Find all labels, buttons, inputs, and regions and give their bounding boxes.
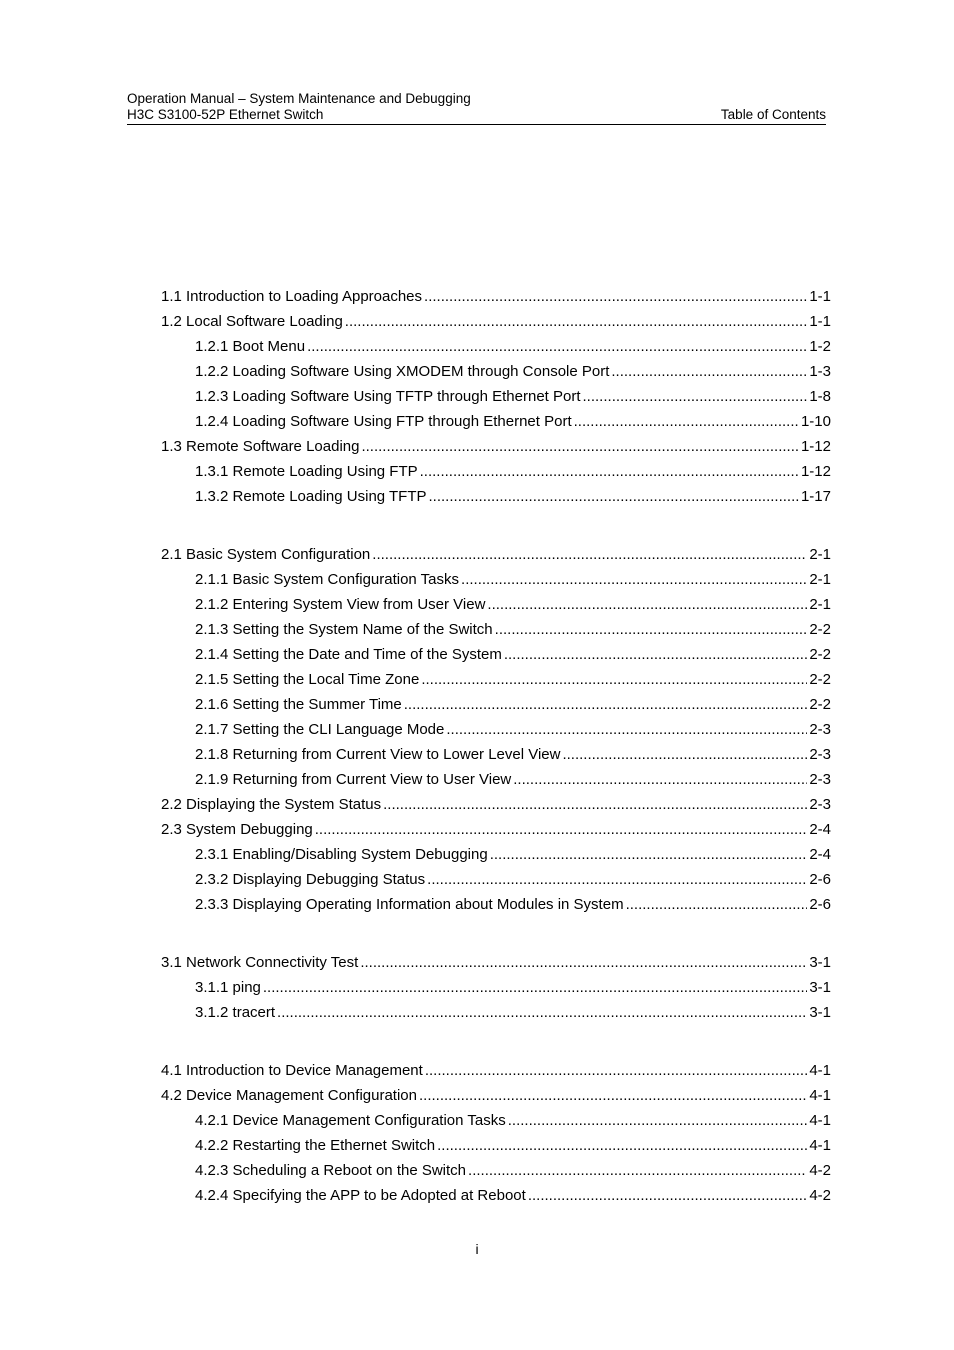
toc-entry[interactable] <box>161 592 831 617</box>
dot-leader <box>490 842 808 867</box>
dot-leader <box>424 284 807 309</box>
toc-entry[interactable] <box>161 692 831 717</box>
dot-leader <box>419 1083 807 1108</box>
section-name: Table of Contents <box>720 107 826 122</box>
toc-entry-title: 2.2 Displaying the System Status <box>161 796 382 813</box>
toc-entry-title: 4.2.4 Specifying the APP to be Adopted at Reboot <box>195 1187 526 1204</box>
toc-entry-title: 2.1.4 Setting the Date and Time of the System <box>195 646 502 663</box>
toc-entry-title: 4.1 Introduction to Device Management <box>161 1062 423 1079</box>
toc-entry-page: 2-1 <box>809 571 831 588</box>
page-number: i <box>475 1241 479 1257</box>
toc-entry-title: 2.1.3 Setting the System Name of the Switch <box>195 621 493 638</box>
toc-entry-title: 2.3.3 Displaying Operating Information about Modules in System <box>195 896 624 913</box>
toc-entry[interactable] <box>161 1133 831 1158</box>
dot-leader <box>583 384 808 409</box>
toc-entry-page: 1-8 <box>809 388 831 405</box>
toc-entry-page: 2-1 <box>809 596 831 613</box>
toc-entry[interactable] <box>161 642 831 667</box>
toc-entry-title: 2.1.1 Basic System Configuration Tasks <box>195 571 460 588</box>
page-header <box>127 91 826 123</box>
dot-leader <box>429 484 799 509</box>
toc-entry[interactable] <box>161 1158 831 1183</box>
toc-entry-title: 2.1.2 Entering System View from User View <box>195 596 486 613</box>
toc-entry[interactable] <box>161 459 831 484</box>
toc-entry[interactable] <box>161 842 831 867</box>
dot-leader <box>487 592 807 617</box>
dot-leader <box>468 1158 807 1183</box>
toc-entry[interactable] <box>161 484 831 509</box>
toc-entry-title: 2.1.6 Setting the Summer Time <box>195 696 402 713</box>
dot-leader <box>360 950 807 975</box>
toc-entry-page: 2-3 <box>809 721 831 738</box>
toc-entry[interactable] <box>161 817 831 842</box>
toc-entry[interactable] <box>161 667 831 692</box>
toc-entry[interactable] <box>161 867 831 892</box>
toc-entry-page: 2-3 <box>809 796 831 813</box>
dot-leader <box>361 434 799 459</box>
toc-entry[interactable] <box>161 567 831 592</box>
product-name: H3C S3100-52P Ethernet Switch <box>127 107 324 122</box>
dot-leader <box>345 309 808 334</box>
toc-entry-title: 1.2 Local Software Loading <box>161 313 343 330</box>
manual-title: Operation Manual – System Maintenance and Debugging <box>127 91 471 106</box>
header-line-1 <box>127 91 826 107</box>
toc-entry[interactable] <box>161 542 831 567</box>
dot-leader <box>307 334 807 359</box>
toc-entry-title: 3.1 Network Connectivity Test <box>161 954 359 971</box>
toc-entry-page: 2-3 <box>809 746 831 763</box>
dot-leader <box>427 867 807 892</box>
toc-entry-title: 2.1.7 Setting the CLI Language Mode <box>195 721 445 738</box>
toc-entry-page: 2-1 <box>809 546 831 563</box>
toc-entry-title: 2.1.8 Returning from Current View to Lower Level View <box>195 746 561 763</box>
dot-leader <box>504 642 807 667</box>
table-of-contents <box>161 284 831 1241</box>
dot-leader <box>574 409 799 434</box>
toc-entry[interactable] <box>161 742 831 767</box>
toc-entry[interactable] <box>161 892 831 917</box>
toc-entry-page: 2-2 <box>809 646 831 663</box>
toc-section <box>161 1058 831 1208</box>
toc-entry-title: 1.3.1 Remote Loading Using FTP <box>195 463 418 480</box>
toc-entry-title: 2.1.5 Setting the Local Time Zone <box>195 671 420 688</box>
toc-entry[interactable] <box>161 1183 831 1208</box>
toc-entry[interactable] <box>161 409 831 434</box>
toc-entry[interactable] <box>161 792 831 817</box>
toc-entry[interactable] <box>161 284 831 309</box>
toc-entry-page: 2-4 <box>809 821 831 838</box>
toc-entry-title: 2.3.2 Displaying Debugging Status <box>195 871 426 888</box>
toc-entry-page: 1-10 <box>800 413 831 430</box>
toc-entry-title: 2.1.9 Returning from Current View to User View <box>195 771 512 788</box>
toc-entry[interactable] <box>161 1058 831 1083</box>
toc-entry-page: 3-1 <box>809 1004 831 1021</box>
toc-entry-page: 2-3 <box>809 771 831 788</box>
dot-leader <box>528 1183 808 1208</box>
dot-leader <box>495 617 808 642</box>
toc-entry-page: 1-17 <box>800 488 831 505</box>
toc-entry-page: 1-12 <box>800 463 831 480</box>
toc-entry-title: 1.2.2 Loading Software Using XMODEM through Console Port <box>195 363 610 380</box>
dot-leader <box>562 742 807 767</box>
dot-leader <box>277 1000 807 1025</box>
toc-entry-page: 1-2 <box>809 338 831 355</box>
toc-entry-title: 1.3.2 Remote Loading Using TFTP <box>195 488 427 505</box>
toc-entry-page: 1-1 <box>809 288 831 305</box>
dot-leader <box>446 717 807 742</box>
toc-entry-page: 2-2 <box>809 696 831 713</box>
toc-entry-title: 1.2.4 Loading Software Using FTP through Ethernet Port <box>195 413 572 430</box>
toc-section <box>161 542 831 917</box>
toc-entry[interactable] <box>161 767 831 792</box>
toc-entry-page: 4-1 <box>809 1137 831 1154</box>
dot-leader <box>508 1108 808 1133</box>
toc-entry[interactable] <box>161 717 831 742</box>
toc-entry-title: 3.1.2 tracert <box>195 1004 276 1021</box>
toc-section <box>161 284 831 509</box>
dot-leader <box>263 975 807 1000</box>
dot-leader <box>315 817 808 842</box>
toc-entry[interactable] <box>161 334 831 359</box>
toc-entry-page: 3-1 <box>809 954 831 971</box>
toc-entry-page: 4-1 <box>809 1112 831 1129</box>
toc-entry-page: 4-2 <box>809 1162 831 1179</box>
toc-entry-title: 2.1 Basic System Configuration <box>161 546 371 563</box>
dot-leader <box>421 667 807 692</box>
dot-leader <box>437 1133 807 1158</box>
toc-entry[interactable] <box>161 950 831 975</box>
toc-entry-title: 2.3.1 Enabling/Disabling System Debugging <box>195 846 488 863</box>
toc-entry[interactable] <box>161 1108 831 1133</box>
toc-entry-page: 4-1 <box>809 1062 831 1079</box>
toc-entry-title: 3.1.1 ping <box>195 979 261 996</box>
toc-entry-page: 2-6 <box>809 871 831 888</box>
toc-entry-title: 1.3 Remote Software Loading <box>161 438 360 455</box>
toc-entry[interactable] <box>161 384 831 409</box>
toc-entry[interactable] <box>161 434 831 459</box>
toc-entry-title: 1.2.1 Boot Menu <box>195 338 306 355</box>
toc-entry-title: 2.3 System Debugging <box>161 821 313 838</box>
dot-leader <box>611 359 807 384</box>
toc-entry-page: 2-4 <box>809 846 831 863</box>
toc-section <box>161 950 831 1025</box>
header-rule <box>127 124 826 125</box>
toc-entry-title: 1.2.3 Loading Software Using TFTP through Ethernet Port <box>195 388 581 405</box>
toc-entry[interactable] <box>161 309 831 334</box>
toc-entry[interactable] <box>161 1000 831 1025</box>
toc-entry-title: 4.2 Device Management Configuration <box>161 1087 417 1104</box>
dot-leader <box>404 692 808 717</box>
toc-entry[interactable] <box>161 359 831 384</box>
toc-entry-page: 1-12 <box>800 438 831 455</box>
toc-entry[interactable] <box>161 617 831 642</box>
toc-entry-page: 2-2 <box>809 671 831 688</box>
dot-leader <box>383 792 807 817</box>
toc-entry-page: 2-2 <box>809 621 831 638</box>
toc-entry-page: 1-1 <box>809 313 831 330</box>
toc-entry-page: 3-1 <box>809 979 831 996</box>
dot-leader <box>425 1058 807 1083</box>
dot-leader <box>626 892 808 917</box>
toc-entry[interactable] <box>161 975 831 1000</box>
dot-leader <box>372 542 807 567</box>
toc-entry-title: 4.2.1 Device Management Configuration Tasks <box>195 1112 506 1129</box>
toc-entry-page: 2-6 <box>809 896 831 913</box>
header-line-2 <box>127 107 826 123</box>
dot-leader <box>461 567 807 592</box>
toc-entry-page: 4-2 <box>809 1187 831 1204</box>
toc-entry-page: 1-3 <box>809 363 831 380</box>
toc-entry-title: 4.2.2 Restarting the Ethernet Switch <box>195 1137 436 1154</box>
toc-entry-page: 4-1 <box>809 1087 831 1104</box>
toc-entry[interactable] <box>161 1083 831 1108</box>
dot-leader <box>420 459 799 484</box>
toc-entry-title: 4.2.3 Scheduling a Reboot on the Switch <box>195 1162 467 1179</box>
dot-leader <box>513 767 807 792</box>
toc-entry-title: 1.1 Introduction to Loading Approaches <box>161 288 423 305</box>
